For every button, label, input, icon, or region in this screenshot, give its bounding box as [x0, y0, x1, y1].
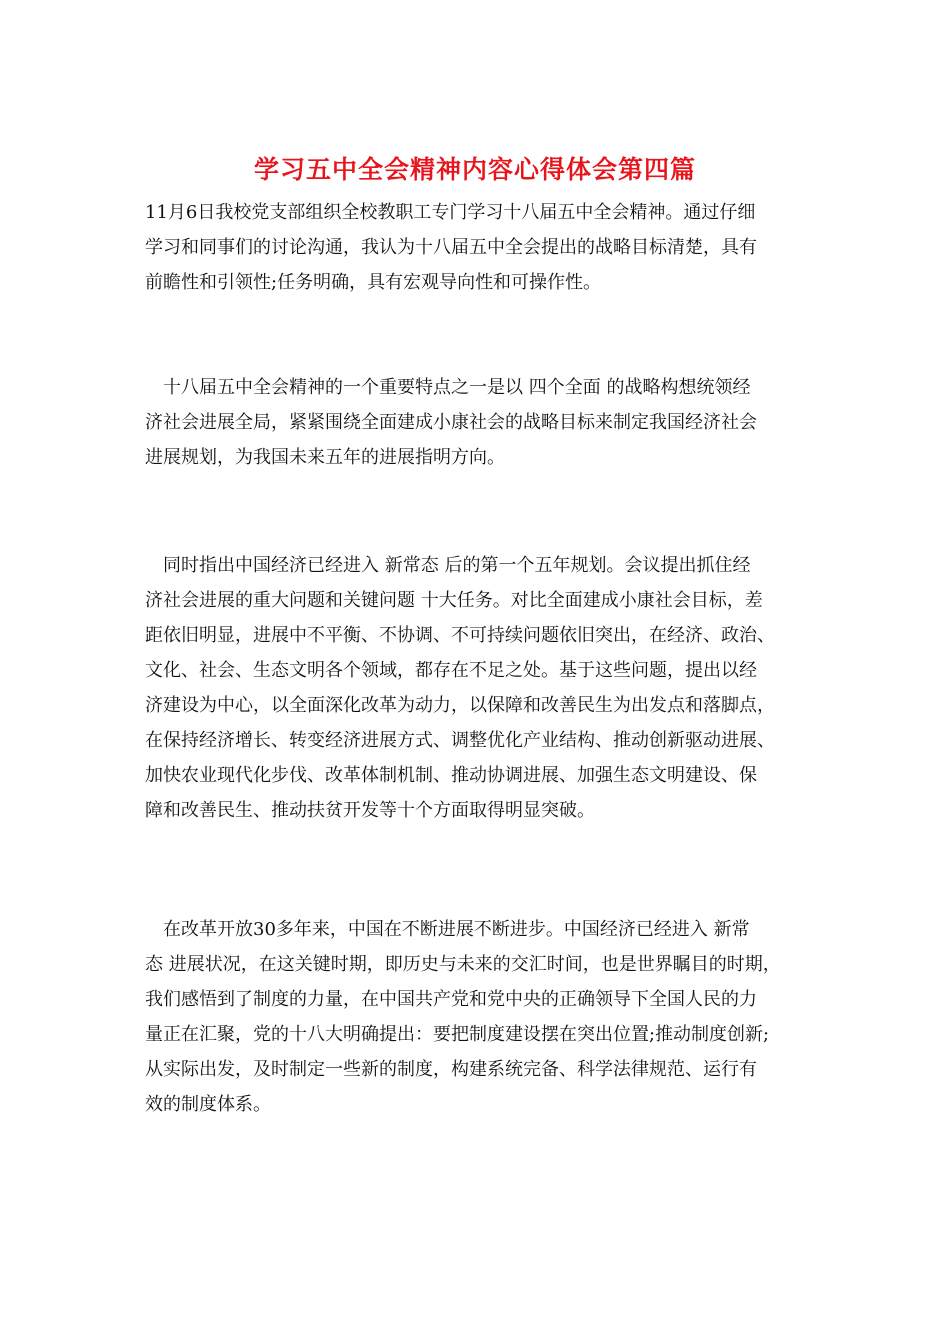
- paragraph-line: 加快农业现代化步伐、改革体制机制、推动协调进展、加强生态文明建设、保: [145, 765, 757, 786]
- paragraph-line: 从实际出发，及时制定一些新的制度，构建系统完备、科学法律规范、运行有: [145, 1059, 757, 1080]
- paragraph-line: 文化、社会、生态文明各个领域，都存在不足之处。基于这些问题，提出以经: [145, 660, 757, 681]
- paragraph-2: [145, 370, 815, 475]
- paragraph-line: 同时指出中国经济已经进入 新常态 后的第一个五年规划。会议提出抓住经: [145, 555, 751, 576]
- paragraph-line: 前瞻性和引领性;任务明确，具有宏观导向性和可操作性。: [145, 272, 602, 293]
- paragraph-line: 济建设为中心，以全面深化改革为动力，以保障和改善民生为出发点和落脚点，: [145, 695, 775, 716]
- paragraph-line: 态 进展状况，在这关键时期，即历史与未来的交汇时间，也是世界瞩目的时期，: [145, 954, 781, 975]
- paragraph-line: 济社会进展的重大问题和关键问题 十大任务。对比全面建成小康社会目标，差: [145, 590, 763, 611]
- paragraph-line: 济社会进展全局，紧紧围绕全面建成小康社会的战略目标来制定我国经济社会: [145, 412, 757, 433]
- paragraph-4: [145, 912, 815, 1122]
- paragraph-line: 学习和同事们的讨论沟通，我认为十八届五中全会提出的战略目标清楚，具有: [145, 237, 757, 258]
- paragraph-line: 在改革开放30多年来，中国在不断进展不断进步。中国经济已经进入 新常: [145, 919, 750, 940]
- paragraph-line: 在保持经济增长、转变经济进展方式、调整优化产业结构、推动创新驱动进展、: [145, 730, 775, 751]
- paragraph-line: 障和改善民生、推动扶贫开发等十个方面取得明显突破。: [145, 800, 595, 821]
- paragraph-line: 距依旧明显，进展中不平衡、不协调、不可持续问题依旧突出，在经济、政治、: [145, 625, 775, 646]
- paragraph-line: 效的制度体系。: [145, 1094, 271, 1115]
- document-title: 学习五中全会精神内容心得体会第四篇: [253, 155, 696, 184]
- paragraph-line: 进展规划，为我国未来五年的进展指明方向。: [145, 447, 505, 468]
- paragraph-line: 我们感悟到了制度的力量，在中国共产党和党中央的正确领导下全国人民的力: [145, 989, 757, 1010]
- paragraph-line: 量正在汇聚，党的十八大明确提出：要把制度建设摆在突出位置;推动制度创新;: [145, 1024, 770, 1045]
- paragraph-3: [145, 548, 815, 828]
- paragraph-line: 十八届五中全会精神的一个重要特点之一是以 四个全面 的战略构想统领经: [145, 377, 751, 398]
- paragraph-1: [145, 195, 815, 300]
- paragraph-line: 11月6日我校党支部组织全校教职工专门学习十八届五中全会精神。通过仔细: [145, 202, 756, 223]
